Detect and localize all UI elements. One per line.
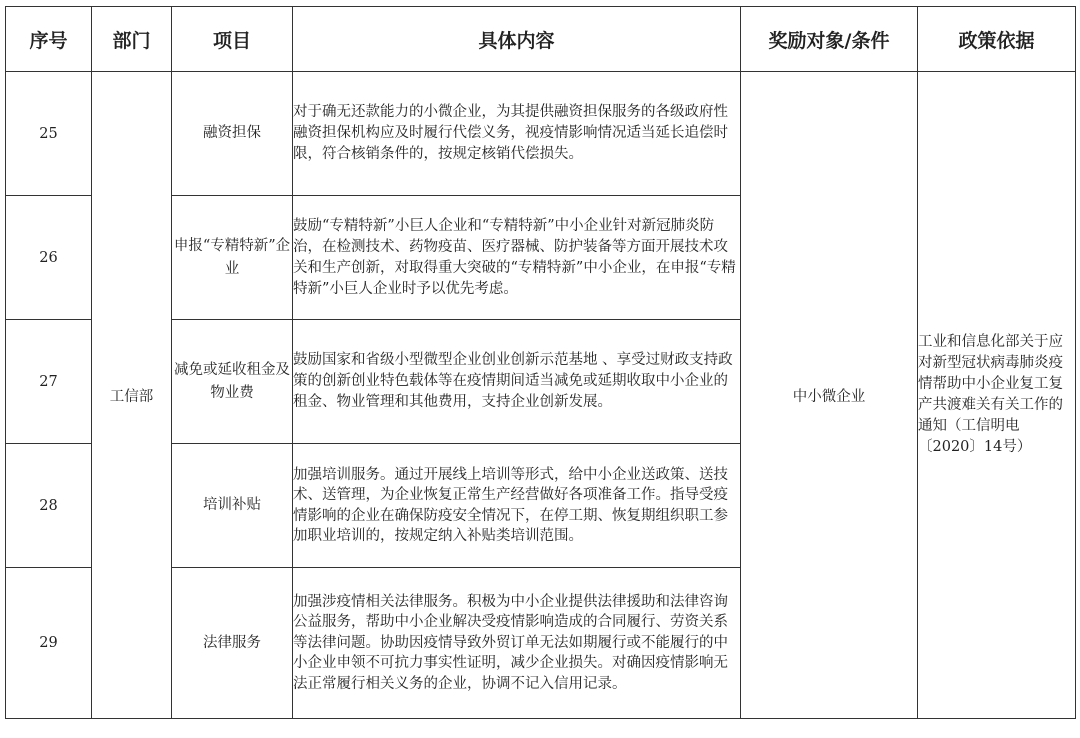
content-cell: 对于确无还款能力的小微企业，为其提供融资担保服务的各级政府性融资担保机构应及时履行代偿义务，视疫情影响情况适当延长追偿时限，符合核销条件的，按规定核销代偿损失。	[293, 72, 741, 196]
item-name: 培训补贴	[172, 444, 293, 568]
row-number: 28	[6, 444, 92, 568]
content-cell: 鼓励国家和省级小型微型企业创业创新示范基地 、享受过财政支持政策的创新创业特色载体等在疫情期间适当减免或延期收取中小企业的租金、物业管理和其他费用，支持企业创新发展。	[293, 320, 741, 444]
content-cell: 加强涉疫情相关法律服务。积极为中小企业提供法律援助和法律咨询公益服务，帮助中小企业解决受疫情影响造成的合同履行、劳资关系等法律问题。协助因疫情导致外贸订单无法如期履行或不能履行的中小企业申领不可抗力事实性证明，减少企业损失。对确因疫情影响无法正常履行相关义务的企业，协调不记入信用记录。	[293, 568, 741, 719]
row-number: 29	[6, 568, 92, 719]
header-basis: 政策依据	[918, 7, 1076, 72]
table-row	[6, 72, 1076, 196]
table-body	[6, 72, 1076, 719]
target-cell: 中小微企业	[741, 72, 918, 719]
header-item: 项目	[172, 7, 293, 72]
header-dept: 部门	[92, 7, 172, 72]
policy-table	[5, 6, 1076, 719]
policy-basis-cell: 工业和信息化部关于应对新型冠状病毒肺炎疫情帮助中小企业复工复产共渡难关有关工作的通知（工信明电〔2020〕14号）	[918, 72, 1076, 719]
row-number: 25	[6, 72, 92, 196]
header-content: 具体内容	[293, 7, 741, 72]
content-cell: 加强培训服务。通过开展线上培训等形式，给中小企业送政策、送技术、送管理，为企业恢复正常生产经营做好各项准备工作。指导受疫情影响的企业在确保防疫安全情况下，在停工期、恢复期组织职工参加职业培训的，按规定纳入补贴类培训范围。	[293, 444, 741, 568]
row-number: 27	[6, 320, 92, 444]
item-name: 法律服务	[172, 568, 293, 719]
content-cell: 鼓励“专精特新”小巨人企业和“专精特新”中小企业针对新冠肺炎防治，在检测技术、药物疫苗、医疗器械、防护装备等方面开展技术攻关和生产创新，对取得重大突破的“专精特新”中小企业，在申报“专精特新”小巨人企业时予以优先考虑。	[293, 196, 741, 320]
header-row	[6, 7, 1076, 72]
item-name: 减免或延收租金及物业费	[172, 320, 293, 444]
item-name: 申报“专精特新”企业	[172, 196, 293, 320]
row-number: 26	[6, 196, 92, 320]
table-header	[6, 7, 1076, 72]
header-no: 序号	[6, 7, 92, 72]
department-cell: 工信部	[92, 72, 172, 719]
item-name: 融资担保	[172, 72, 293, 196]
header-target: 奖励对象/条件	[741, 7, 918, 72]
